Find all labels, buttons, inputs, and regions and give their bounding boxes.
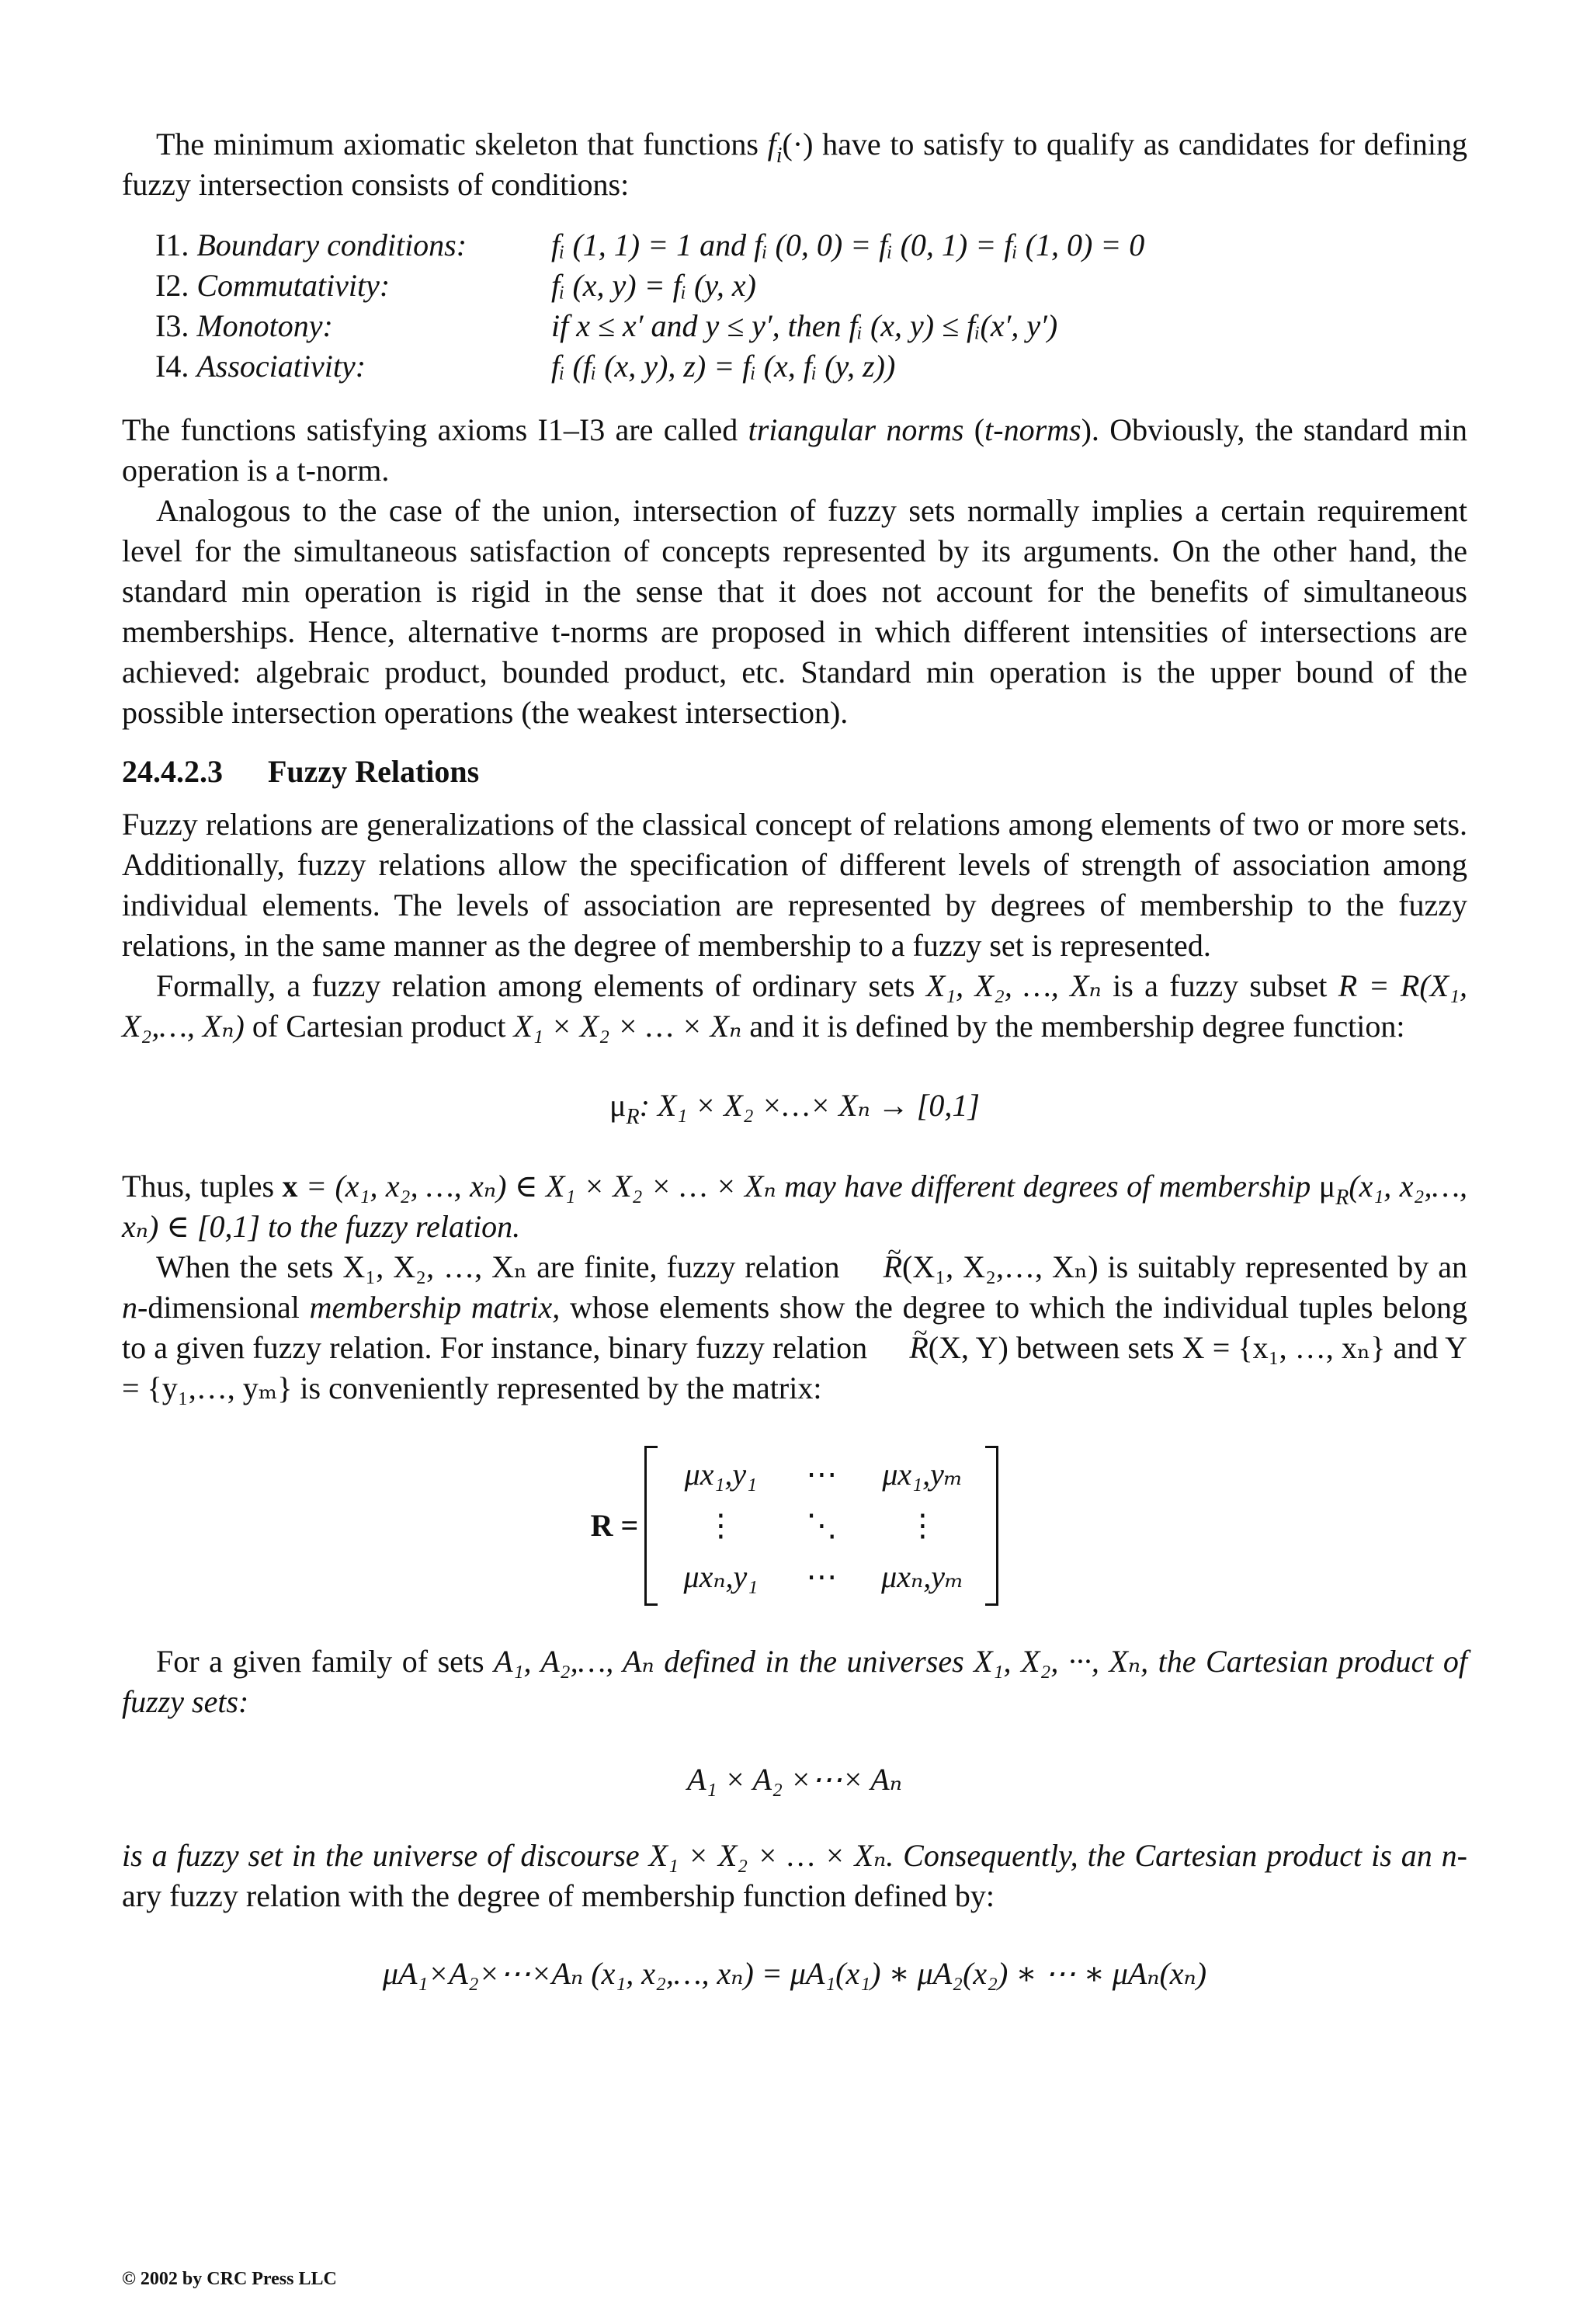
matrix-cell: ⋮ xyxy=(907,1508,939,1543)
section-number: 24.4.2.3 xyxy=(122,754,223,789)
section-title: Fuzzy Relations xyxy=(268,754,480,789)
cartesian-product-equation: A₁ × A₂ ×⋯× Aₙ xyxy=(687,1762,902,1797)
intro-paragraph: The minimum axiomatic skeleton that functions $f_i(\cdot)$ have to satisfy to qualify as candidates for defining fuzzy intersection consists of conditions: xyxy=(122,127,1467,202)
axiom-formula: fᵢ (fᵢ (x, y), z) = fᵢ (x, fᵢ (y, z)) xyxy=(551,349,896,384)
product-membership-equation: μA₁×A₂×⋯×Aₙ (x₁, x₂,…, xₙ) = μA₁(x₁) ∗ μA₂(x₂) ∗ ⋯ ∗ μAₙ(xₙ) xyxy=(382,1956,1207,1991)
tuples-paragraph: Thus, tuples x = (x₁, x₂, …, xₙ) ∈ X₁ × X₂ × … × Xₙ may have different degrees of membership $\mu_R(x_1$, x₂,…, xₙ) ∈ [0,1] to the fuzzy relation. xyxy=(122,1169,1468,1244)
formally-paragraph: Formally, a fuzzy relation among elements of ordinary sets X₁, X₂, …, Xₙ is a fuzzy subset R = R(X₁, X₂,…, Xₙ) of Cartesian product X₁ × X₂ × … × Xₙ and it is defined by the membership degree function: xyxy=(122,968,1467,1044)
matrix-cell: μx₁,yₘ xyxy=(882,1457,963,1492)
matrix-cell: ⋱ xyxy=(806,1508,838,1543)
matrix-cell: μxₙ,y₁ xyxy=(683,1559,759,1594)
matrix-cell: μxₙ,yₘ xyxy=(881,1559,964,1594)
axiom-formula: fᵢ (1, 1) = 1 and fᵢ (0, 0) = fᵢ (0, 1) = fᵢ (1, 0) = 0 xyxy=(551,228,1145,262)
matrix-cell: μx₁,y₁ xyxy=(684,1457,758,1492)
axiom-formula: fᵢ (x, y) = fᵢ (y, x) xyxy=(551,268,756,303)
matrix-cell: ⋮ xyxy=(705,1508,737,1543)
matrix-left-bracket xyxy=(644,1446,658,1606)
tnorm-paragraph: The functions satisfying axioms I1–I3 are called triangular norms (t-norms). Obviously, the standard min operation is a t-norm. xyxy=(122,412,1468,488)
axiom-item: I1. Boundary conditions: fᵢ (1, 1) = 1 and fᵢ (0, 0) = fᵢ (0, 1) = fᵢ (1, 0) = 0 xyxy=(122,225,1467,266)
family-paragraph: For a given family of sets A₁, A₂,…, Aₙ defined in the universes X₁, X₂, ···, Xₙ, the Cartesian product of fuzzy sets: xyxy=(122,1644,1467,1719)
analogous-paragraph: Analogous to the case of the union, intersection of fuzzy sets normally implies a certain requirement level for the simultaneous satisfaction of concepts represented by its arguments. On the other hand, the standard min operation is rigid in the sense that it does not account for the benefits of simultaneous memberships. Hence, alternative t-norms are proposed in which different intensities of intersections are achieved: algebraic product, bounded product, etc. Standard min operation is the upper bound of the possible intersection operations (the weakest intersection). xyxy=(122,493,1467,730)
axiom-list xyxy=(122,225,1467,387)
membership-equation: $\mu_R$: X₁ × X₂ ×…× Xₙ → [0,1] xyxy=(609,1088,980,1129)
matrix-cell: ⋯ xyxy=(806,1559,838,1594)
matrix-grid xyxy=(658,1449,985,1603)
page-content xyxy=(122,124,1467,2030)
matrix-cell: ⋯ xyxy=(806,1457,838,1492)
copyright-footer: © 2002 by CRC Press LLC xyxy=(122,2269,337,2289)
axiom-formula: if x ≤ x′ and y ≤ y′, then fᵢ (x, y) ≤ fᵢ(x′, y′) xyxy=(551,308,1058,343)
finite-sets-paragraph: When the sets X₁, X₂, …, Xₙ are finite, fuzzy relation ~ R(X₁, X₂,…, Xₙ) is suitably represented by an n-dimensional membership matrix, whose elements show the degree to which the individual tuples belong to a given fuzzy relation. For instance, binary fuzzy relation ~ R(X, Y) between sets X = {x₁, …, xₙ} and Y = {y₁,…, yₘ} is conveniently represented by the matrix: xyxy=(122,1247,1467,1409)
axiom-item: I2. Commutativity: fᵢ (x, y) = fᵢ (y, x) xyxy=(122,266,1467,306)
matrix-label: R = xyxy=(590,1508,639,1543)
relations-paragraph: Fuzzy relations are generalizations of the classical concept of relations among elements of two or more sets. Additionally, fuzzy relations allow the specification of different levels of strength of association among individual elements. The levels of association are represented by degrees of membership to the fuzzy relations, in the same manner as the degree of membership to a fuzzy set is represented. xyxy=(122,807,1467,963)
discourse-paragraph: is a fuzzy set in the universe of discourse X₁ × X₂ × … × Xₙ. Consequently, the Cartesian product is an n-ary fuzzy relation with the degree of membership function defined by: xyxy=(122,1838,1467,1913)
axiom-item: I3. Monotony: if x ≤ x′ and y ≤ y′, then fᵢ (x, y) ≤ fᵢ(x′, y′) xyxy=(122,306,1467,346)
matrix-right-bracket xyxy=(985,1446,998,1606)
membership-matrix xyxy=(122,1446,1467,1606)
section-heading xyxy=(122,752,1467,792)
axiom-item: I4. Associativity: fᵢ (fᵢ (x, y), z) = fᵢ (x, fᵢ (y, z)) xyxy=(122,346,1467,387)
